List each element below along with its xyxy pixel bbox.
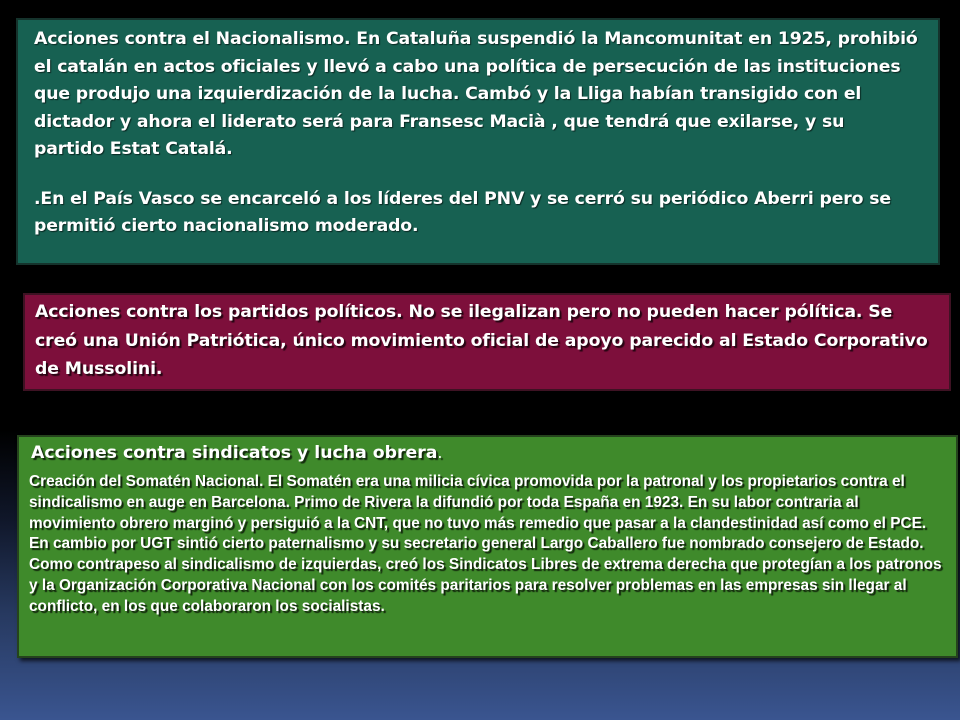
nationalism-paragraph-basque: .En el País Vasco se encarceló a los líderes del PNV y se cerró su periódico Aberri pero se permitió cierto nacionalismo moderado. — [34, 188, 891, 236]
nationalism-box — [16, 18, 940, 265]
unions-box — [17, 435, 958, 658]
unions-body-text: Creación del Somatén Nacional. El Somatén era una milicia cívica promovida por la patronal y los propietarios contra el sindicalismo en auge en Barcelona. Primo de Rivera la difundió por toda España en 1923. En su labor contraria al movimiento obrero marginó y persiguió a la CNT, que no tuvo más remedio que pasar a la clandestinidad así como el PCE. En cambio por UGT sintió cierto paternalismo y su secretario general Largo Caballero fue nombrado consejero de Estado. Como contrapeso al sindicalismo de izquierdas, creó los Sindicatos Libres de extrema derecha que protegían a los patronos y la Organización Corporativa Nacional con los comités paritarios para resolver problemas en las empresas sin llegar al conflicto, en los que colaboraron los socialistas. — [29, 473, 942, 615]
nationalism-paragraph-catalonia: Acciones contra el Nacionalismo. En Cataluña suspendió la Mancomunitat en 1925, prohibió el catalán en actos oficiales y llevó a cabo una política de persecución de las instituciones que produjo una izquierdización de la lucha. Cambó y la Lliga habían transigido con el dictador y ahora el liderato será para Fransesc Macià , que tendrá que exilarse, y su partido Estat Catalá. — [34, 29, 918, 159]
unions-title — [31, 440, 946, 466]
unions-title-text: Acciones contra sindicatos y lucha obrera — [31, 443, 438, 463]
unions-title-punctuation: . — [437, 443, 443, 462]
political-parties-box — [23, 293, 951, 391]
political-parties-text: Acciones contra los partidos políticos. No se ilegalizan pero no pueden hacer pólítica. Se creó una Unión Patriótica, único movimiento oficial de apoyo parecido al Estado Corporativo de Mussolini. — [35, 302, 928, 379]
